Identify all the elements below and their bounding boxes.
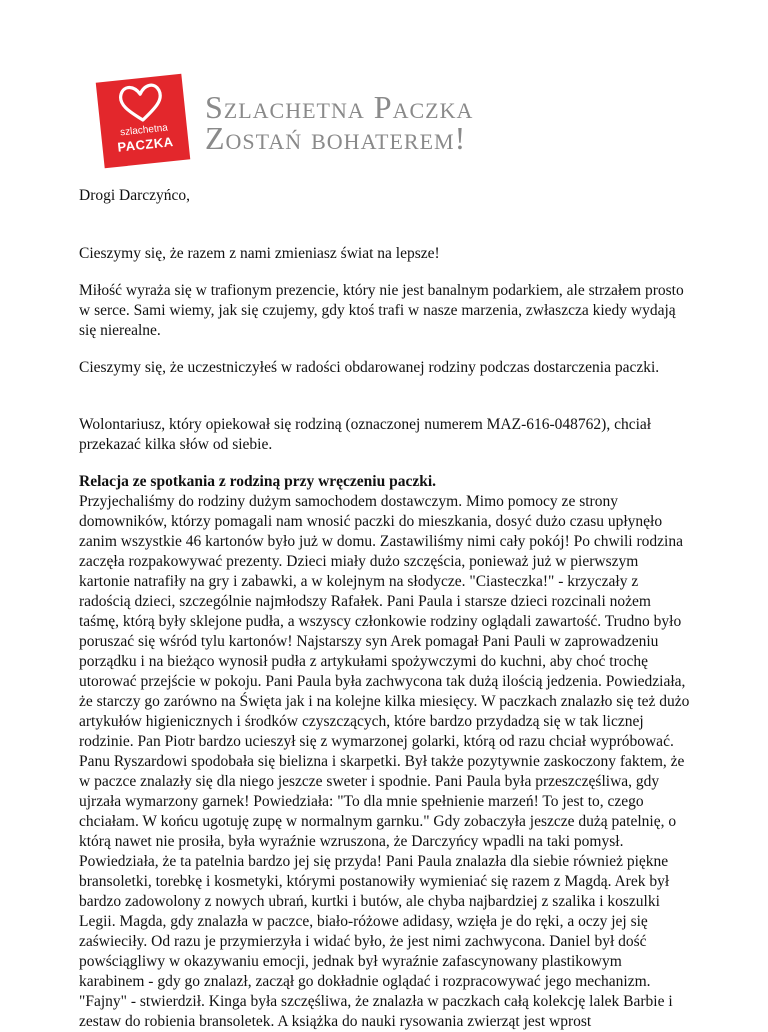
relation-heading: Relacja ze spotkania z rodziną przy wręczeniu paczki.: [79, 473, 437, 490]
logo: [96, 74, 191, 169]
brand-slogan: Zostań bohaterem!: [205, 120, 467, 156]
relation-story: Przyjechaliśmy do rodziny dużym samochodem dostawczym. Mimo pomocy ze strony domowników, którzy pomagali nam wnosić paczki do mieszkania, dosyć dużo czasu upłynęło zanim wszystkie 46 kartonów było już w domu. Zastawiliśmy nimi cały pokój! Po chwili rodzina zaczęła rozpakowywać prezenty. Dzieci miały dużo szczęścia, ponieważ już w pierwszym kartonie natrafiły na gry i zabawki, a w kolejnym na słodycze. "Ciasteczka!" - krzyczały z radością dzieci, szczególnie najmłodszy Rafałek. Pani Paula i starsze dzieci rozcinali nożem taśmę, którą były sklejone pudła, a wszyscy członkowie rodziny oglądali zawartość. Trudno było poruszać się wśród tylu kartonów! Najstarszy syn Arek pomagał Pani Pauli w zaprowadzeniu porządku i na bieżąco wynosił pudła z artykułami spożywczymi do kuchni, aby choć trochę utorować przejście w pokoju. Pani Paula była zachwycona tak dużą ilością jedzenia. Powiedziała, że starczy go zarówno na Święta jak i na kolejne kilka miesięcy. W paczkach znalazło się też dużo artykułów higienicznych i środków czyszczących, które bardzo przydadzą się w tak licznej rodzinie. Pan Piotr bardzo ucieszył się z wymarzonej golarki, którą od razu chciał wypróbować. Panu Ryszardowi spodobała się bielizna i skarpetki. Był także pozytywnie zaskoczony faktem, że w paczce znalazły się dla niego jeszcze sweter i spodnie. Pani Paula była przeszczęśliwa, gdy ujrzała wymarzony garnek! Powiedziała: "To dla mnie spełnienie marzeń! To jest to, czego chciałam. W końcu ugotuję zupę w normalnym garnku." Gdy zobaczyła jeszcze dużą patelnię, o którą nawet nie prosiła, była wyraźnie wzruszona, że Darczyńcy wpadli na taki pomysł. Powiedziała, że ta patelnia bardzo jej się przyda! Pani Paula znalazła dla siebie również piękne bransoletki, torebkę i kosmetyki, którymi postanowiły wymieniać się razem z Magdą. Arek był bardzo zadowolony z nowych ubrań, kurtki i butów, ale chyba najbardziej z szalika i koszulki Legii. Magda, gdy znalazła w paczce, biało-różowe adidasy, wzięła je do ręki, a oczy jej się zaświeciły. Od razu je przymierzyła i widać było, że jest nimi zachwycona. Daniel był dość powściągliwy w okazywaniu emocji, jednak był wyraźnie zafascynowany plastikowym karabinem - gdy go znalazł, zaczął go dokładnie oglądać i rozpracowywać jego mechanizm. "Fajny" - stwierdził. Kinga była szczęśliwa, że znalazła w paczkach całą kolekcję lalek Barbie i zestaw do robienia bransoletek. A książka do nauki rysowania zwierząt jest wprost: [79, 493, 690, 1030]
paragraph-joy: Cieszymy się, że uczestniczyłeś w radości obdarowanej rodziny podczas dostarczenia paczki.: [79, 359, 660, 376]
paragraph-love: Miłość wyraża się w trafionym prezencie, który nie jest banalnym podarkiem, ale strzałem prosto w serce. Sami wiemy, jak się czujemy, gdy ktoś trafi w nasze marzenia, zwłaszcza kiedy wydają się nierealne.: [79, 282, 684, 339]
header: [100, 78, 660, 170]
paragraph-intro: Cieszymy się, że razem z nami zmieniasz świat na lepsze!: [79, 245, 440, 262]
paragraph-volunteer: Wolontariusz, który opiekował się rodziną (oznaczonej numerem MAZ-616-048762), chciał przekazać kilka słów od siebie.: [79, 416, 652, 453]
letter-body: [79, 186, 691, 1032]
logo-small-line2: PACZKA: [116, 133, 175, 155]
logo-small-line1: szlachetna: [119, 122, 169, 139]
brand-name: Szlachetna Paczka: [205, 89, 474, 125]
greeting: Drogi Darczyńco,: [79, 187, 191, 204]
